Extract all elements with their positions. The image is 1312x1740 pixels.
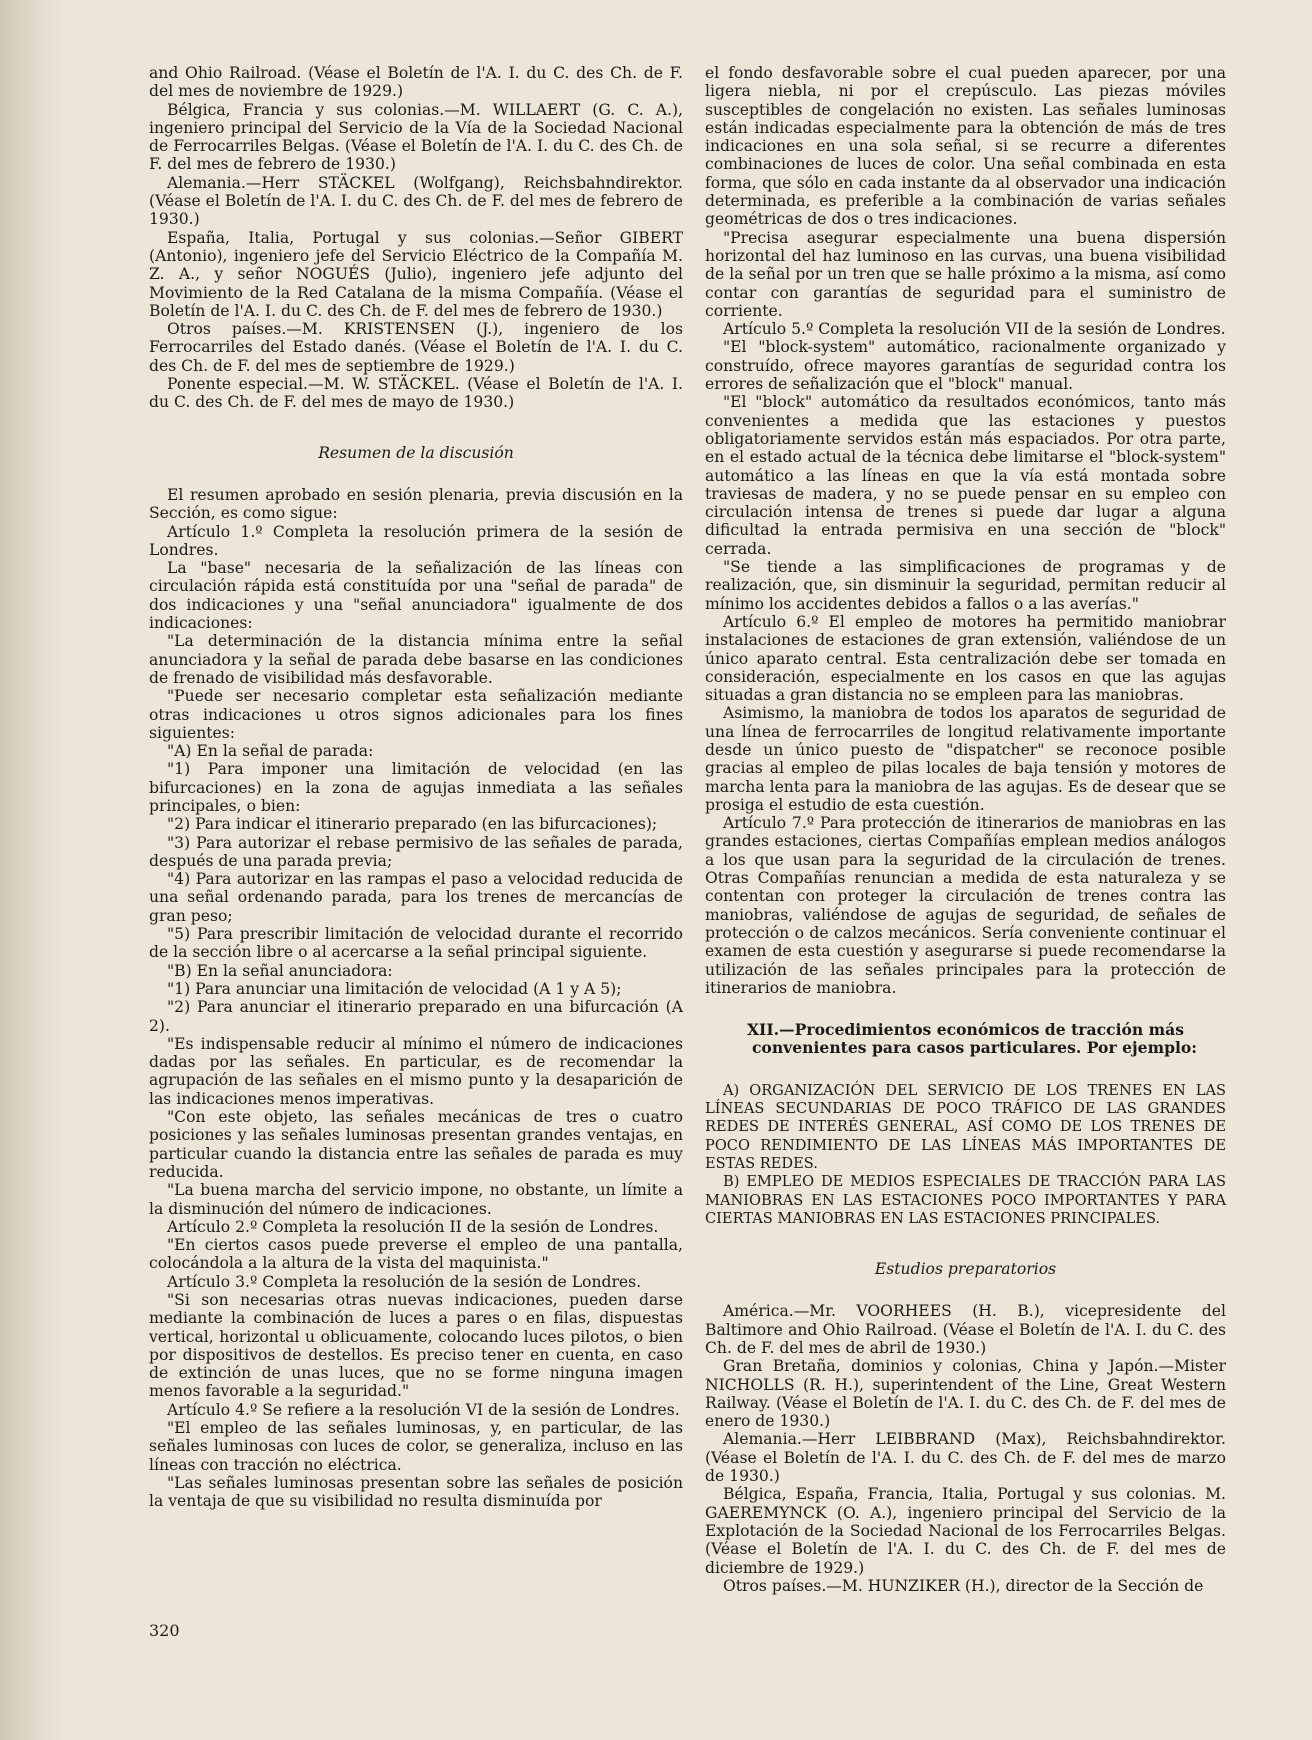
paragraph: Alemania.—Herr LEIBBRAND (Max), Reichsbahndirektor. (Véase el Boletín de l'A. I. du C. des Ch. de F. del mes de marzo de 1930.) — [705, 1430, 1226, 1486]
paragraph: América.—Mr. VOORHEES (H. B.), vicepresidente del Baltimore and Ohio Railroad. (Véase el Boletín de l'A. I. du C. des Ch. de F. del mes de abril de 1930.) — [705, 1302, 1226, 1357]
paragraph: "Las señales luminosas presentan sobre las señales de posición la ventaja de que su visibilidad no resulta disminuída por — [149, 1473, 683, 1511]
paragraph: Artículo 7.º Para protección de itinerarios de maniobras en las grandes estaciones, ciertas Compañías emplean medios análogos a los que usan para la seguridad de la circulación de trenes. Otras Compañías renuncian a medida de esta naturaleza y se contentan con proteger la circulación de trenes contra las maniobras, valiéndose de agujas de seguridad, de señales de protección o de calzos mecánicos. Sería conveniente continuar el examen de esta cuestión y asegurarse si puede recomendarse la utilización de las señales principales para la protección de itinerarios de maniobra. — [705, 814, 1226, 997]
paragraph: Bélgica, España, Francia, Italia, Portugal y sus colonias. M. GAEREMYNCK (O. A.), ingeniero principal del Servicio de la Explotación de la Sociedad Nacional de los Ferrocarriles Belgas. (Véase el Boletín de l'A. I. du C. des Ch. de F. del mes de diciembre de 1929.) — [705, 1485, 1226, 1577]
paragraph: "1) Para anunciar una limitación de velocidad (A 1 y A 5); — [167, 979, 622, 998]
paragraph: "Es indispensable reducir al mínimo el número de indicaciones dadas por las señales. En particular, es de recomendar la agrupación de las señales en el mismo punto y la desaparición de las indicaciones menos imperativas. — [149, 1034, 683, 1108]
subsection-a: A) ORGANIZACIÓN DEL SERVICIO DE LOS TRENES EN LAS LÍNEAS SECUNDARIAS DE POCO TRÁFICO DE LAS GRANDES REDES DE INTERÉS GENERAL, ASÍ COMO DE LOS TRENES DE POCO RENDIMIENTO DE LAS LÍNEAS MÁS IMPORTANTES DE ESTAS REDES. — [705, 1081, 1226, 1172]
paragraph: Gran Bretaña, dominios y colonias, China y Japón.—Mister NICHOLLS (R. H.), superintendent of the Line, Great Western Railway. (Véase el Boletín de l'A. I. du C. des Ch. de F. del mes de enero de 1930.) — [705, 1357, 1226, 1431]
paragraph: Alemania.—Herr STÄCKEL (Wolfgang), Reichsbahndirektor. (Véase el Boletín de l'A. I. du C. des Ch. de F. del mes de febrero de 1930.) — [149, 173, 683, 229]
paragraph: "Con este objeto, las señales mecánicas de tres o cuatro posiciones y las señales luminosas presentan grandes ventajas, en particular cuando la distancia entre las señales de parada es muy reducida. — [149, 1108, 683, 1181]
paragraph: "2) Para indicar el itinerario preparado (en las bifurcaciones); — [167, 815, 658, 834]
paragraph: Artículo 2.º Completa la resolución II de la sesión de Londres. — [167, 1217, 659, 1236]
paragraph: "En ciertos casos puede preverse el empleo de una pantalla, colocándola a la altura de la vista del maquinista." — [149, 1236, 683, 1273]
section-heading: Estudios preparatorios — [874, 1260, 1057, 1279]
paragraph: "Precisa asegurar especialmente una buena dispersión horizontal del haz luminoso en las curvas, una buena visibilidad de la señal por un tren que se halle próximo a la misma, así como contar con garantías de seguridad para el suministro de corriente. — [705, 228, 1226, 320]
paragraph: Artículo 1.º Completa la resolución primera de la sesión de Londres. — [149, 522, 683, 559]
paragraph: "La determinación de la distancia mínima entre la señal anunciadora y la señal de parada debe basarse en las condiciones de frenado de visibilidad más desfavorable. — [149, 632, 683, 687]
right-column — [705, 64, 1226, 1595]
paragraph: Otros países.—M. KRISTENSEN (J.), ingeniero de los Ferrocarriles del Estado danés. (Véase el Boletín de l'A. I. du C. des Ch. de F. del mes de septiembre de 1929.) — [149, 320, 683, 375]
paragraph: Bélgica, Francia y sus colonias.—M. WILLAERT (G. C. A.), ingeniero principal del Servicio de la Vía de la Sociedad Nacional de Ferrocarriles Belgas. (Véase el Boletín de l'A. I. du C. des Ch. de F. del mes de febrero de 1930.) — [149, 100, 683, 174]
paragraph: Otros países.—M. HUNZIKER (H.), director de la Sección de — [723, 1576, 1204, 1595]
paragraph: Artículo 5.º Completa la resolución VII de la sesión de Londres. — [723, 320, 1226, 339]
paragraph: "5) Para prescribir limitación de velocidad durante el recorrido de la sección libre o al acercarse a la señal principal siguiente. — [149, 925, 683, 962]
paragraph: "Se tiende a las simplificaciones de programas y de realización, que, sin disminuir la seguridad, permitan reducir al mínimo los accidentes debidos a fallos o a las averías." — [705, 558, 1226, 613]
paragraph: Artículo 4.º Se refiere a la resolución VI de la sesión de Londres. — [167, 1400, 680, 1419]
paragraph: "Puede ser necesario completar esta señalización mediante otras indicaciones u otros signos adicionales para los fines siguientes: — [149, 687, 683, 742]
subsection-b: B) EMPLEO DE MEDIOS ESPECIALES DE TRACCIÓN PARA LAS MANIOBRAS EN LAS ESTACIONES POCO IMPORTANTES Y PARA CIERTAS MANIOBRAS EN LAS ESTACIONES PRINCIPALES. — [705, 1173, 1226, 1227]
page-number: 320 — [149, 1621, 180, 1640]
paragraph: Ponente especial.—M. W. STÄCKEL. (Véase el Boletín de l'A. I. du C. des Ch. de F. del mes de mayo de 1930.) — [149, 375, 683, 412]
paragraph: "1) Para imponer una limitación de velocidad (en las bifurcaciones) en la zona de agujas inmediata a las señales principales, o bien: — [149, 760, 683, 815]
paragraph: "La buena marcha del servicio impone, no obstante, un límite a la disminución del número de indicaciones. — [149, 1181, 683, 1218]
section-title: XII.—Procedimientos económicos de tracción más convenientes para casos particulares. Por ejemplo: — [746, 1020, 1198, 1058]
left-column — [149, 64, 683, 1511]
paragraph: "El "block-system" automático, racionalmente organizado y construído, ofrece mayores garantías de seguridad contra los errores de señalización que el "block" manual. — [705, 338, 1226, 394]
paragraph: "El "block" automático da resultados económicos, tanto más convenientes a medida que las estaciones y puestos obligatoriamente servidos están más espaciados. Por otra parte, en el estado actual de la técnica debe limitarse el "block-system" automático a las líneas en que la vía está montada sobre traviesas de madera, y no se puede pensar en su empleo con circulación intensa de trenes si puede dar lugar a alguna dificultad la entrada permisiva en una sección de "block" cerrada. — [705, 393, 1226, 558]
paragraph: "2) Para anunciar el itinerario preparado en una bifurcación (A 2). — [149, 998, 683, 1035]
page-binding-shadow — [0, 0, 70, 1740]
paragraph: "El empleo de las señales luminosas, y, en particular, de las señales luminosas con luces de color, se generaliza, incluso en las líneas con tracción no eléctrica. — [149, 1419, 683, 1474]
paragraph: El resumen aprobado en sesión plenaria, previa discusión en la Sección, es como sigue: — [149, 485, 683, 523]
paragraph: Asimismo, la maniobra de todos los aparatos de seguridad de una línea de ferrocarriles de longitud relativamente importante desde un único puesto de "dispatcher" se reconoce posible gracias al empleo de pilas locales de baja tensión y motores de marcha lenta para la maniobra de las agujas. Es de desear que se prosiga el estudio de esta cuestión. — [705, 704, 1226, 814]
paragraph: "3) Para autorizar el rebase permisivo de las señales de parada, después de una parada previa; — [149, 833, 683, 870]
paragraph: "A) En la señal de parada: — [167, 742, 374, 761]
paragraph: and Ohio Railroad. (Véase el Boletín de l'A. I. du C. des Ch. de F. del mes de noviembre de 1929.) — [149, 64, 683, 101]
paragraph: "B) En la señal anunciadora: — [167, 961, 393, 980]
paragraph: "4) Para autorizar en las rampas el paso a velocidad reducida de una señal ordenando parada, para los trenes de mercancías de gran peso; — [149, 870, 683, 925]
paragraph: Artículo 6.º El empleo de motores ha permitido maniobrar instalaciones de estaciones de gran extensión, valiéndose de un único aparato central. Esta centralización debe ser tomada en consideración, especialmente en los casos en que las agujas situadas a gran distancia no se empleen para las maniobras. — [705, 612, 1226, 705]
paragraph: España, Italia, Portugal y sus colonias.—Señor GIBERT (Antonio), ingeniero jefe del Servicio Eléctrico de la Compañía M. Z. A., y señor NOGUÉS (Julio), ingeniero jefe adjunto del Movimiento de la Red Catalana de la misma Compañía. (Véase el Boletín de l'A. I. du C. des Ch. de F. del mes de febrero de 1930.) — [149, 228, 683, 320]
paragraph: el fondo desfavorable sobre el cual pueden aparecer, por una ligera niebla, ni por el crepúsculo. Las piezas móviles susceptibles de congelación no existen. Las señales luminosas están indicadas especialmente para la obtención de más de tres indicaciones en una sola señal, si se recurre a diferentes combinaciones de luces de color. Una señal combinada en esta forma, que sólo en cada instante da al observador una indicación determinada, es preferible a la combinación de varias señales geométricas de dos o tres indicaciones. — [705, 64, 1226, 229]
paragraph: La "base" necesaria de la señalización de las líneas con circulación rápida está constituída por una "señal de parada" de dos indicaciones y una "señal anunciadora" igualmente de dos indicaciones: — [149, 559, 683, 633]
paragraph: "Si son necesarias otras nuevas indicaciones, pueden darse mediante la combinación de luces a pares o en filas, dispuestas vertical, horizontal u oblicuamente, colocando luces pilotos, o bien por dispositivos de destellos. Es preciso tener en cuenta, en caso de extinción de unas luces, que no se forme ninguna imagen menos favorable a la seguridad." — [149, 1291, 683, 1401]
section-heading: Resumen de la discusión — [318, 443, 514, 462]
paragraph: Artículo 3.º Completa la resolución de la sesión de Londres. — [167, 1272, 642, 1291]
